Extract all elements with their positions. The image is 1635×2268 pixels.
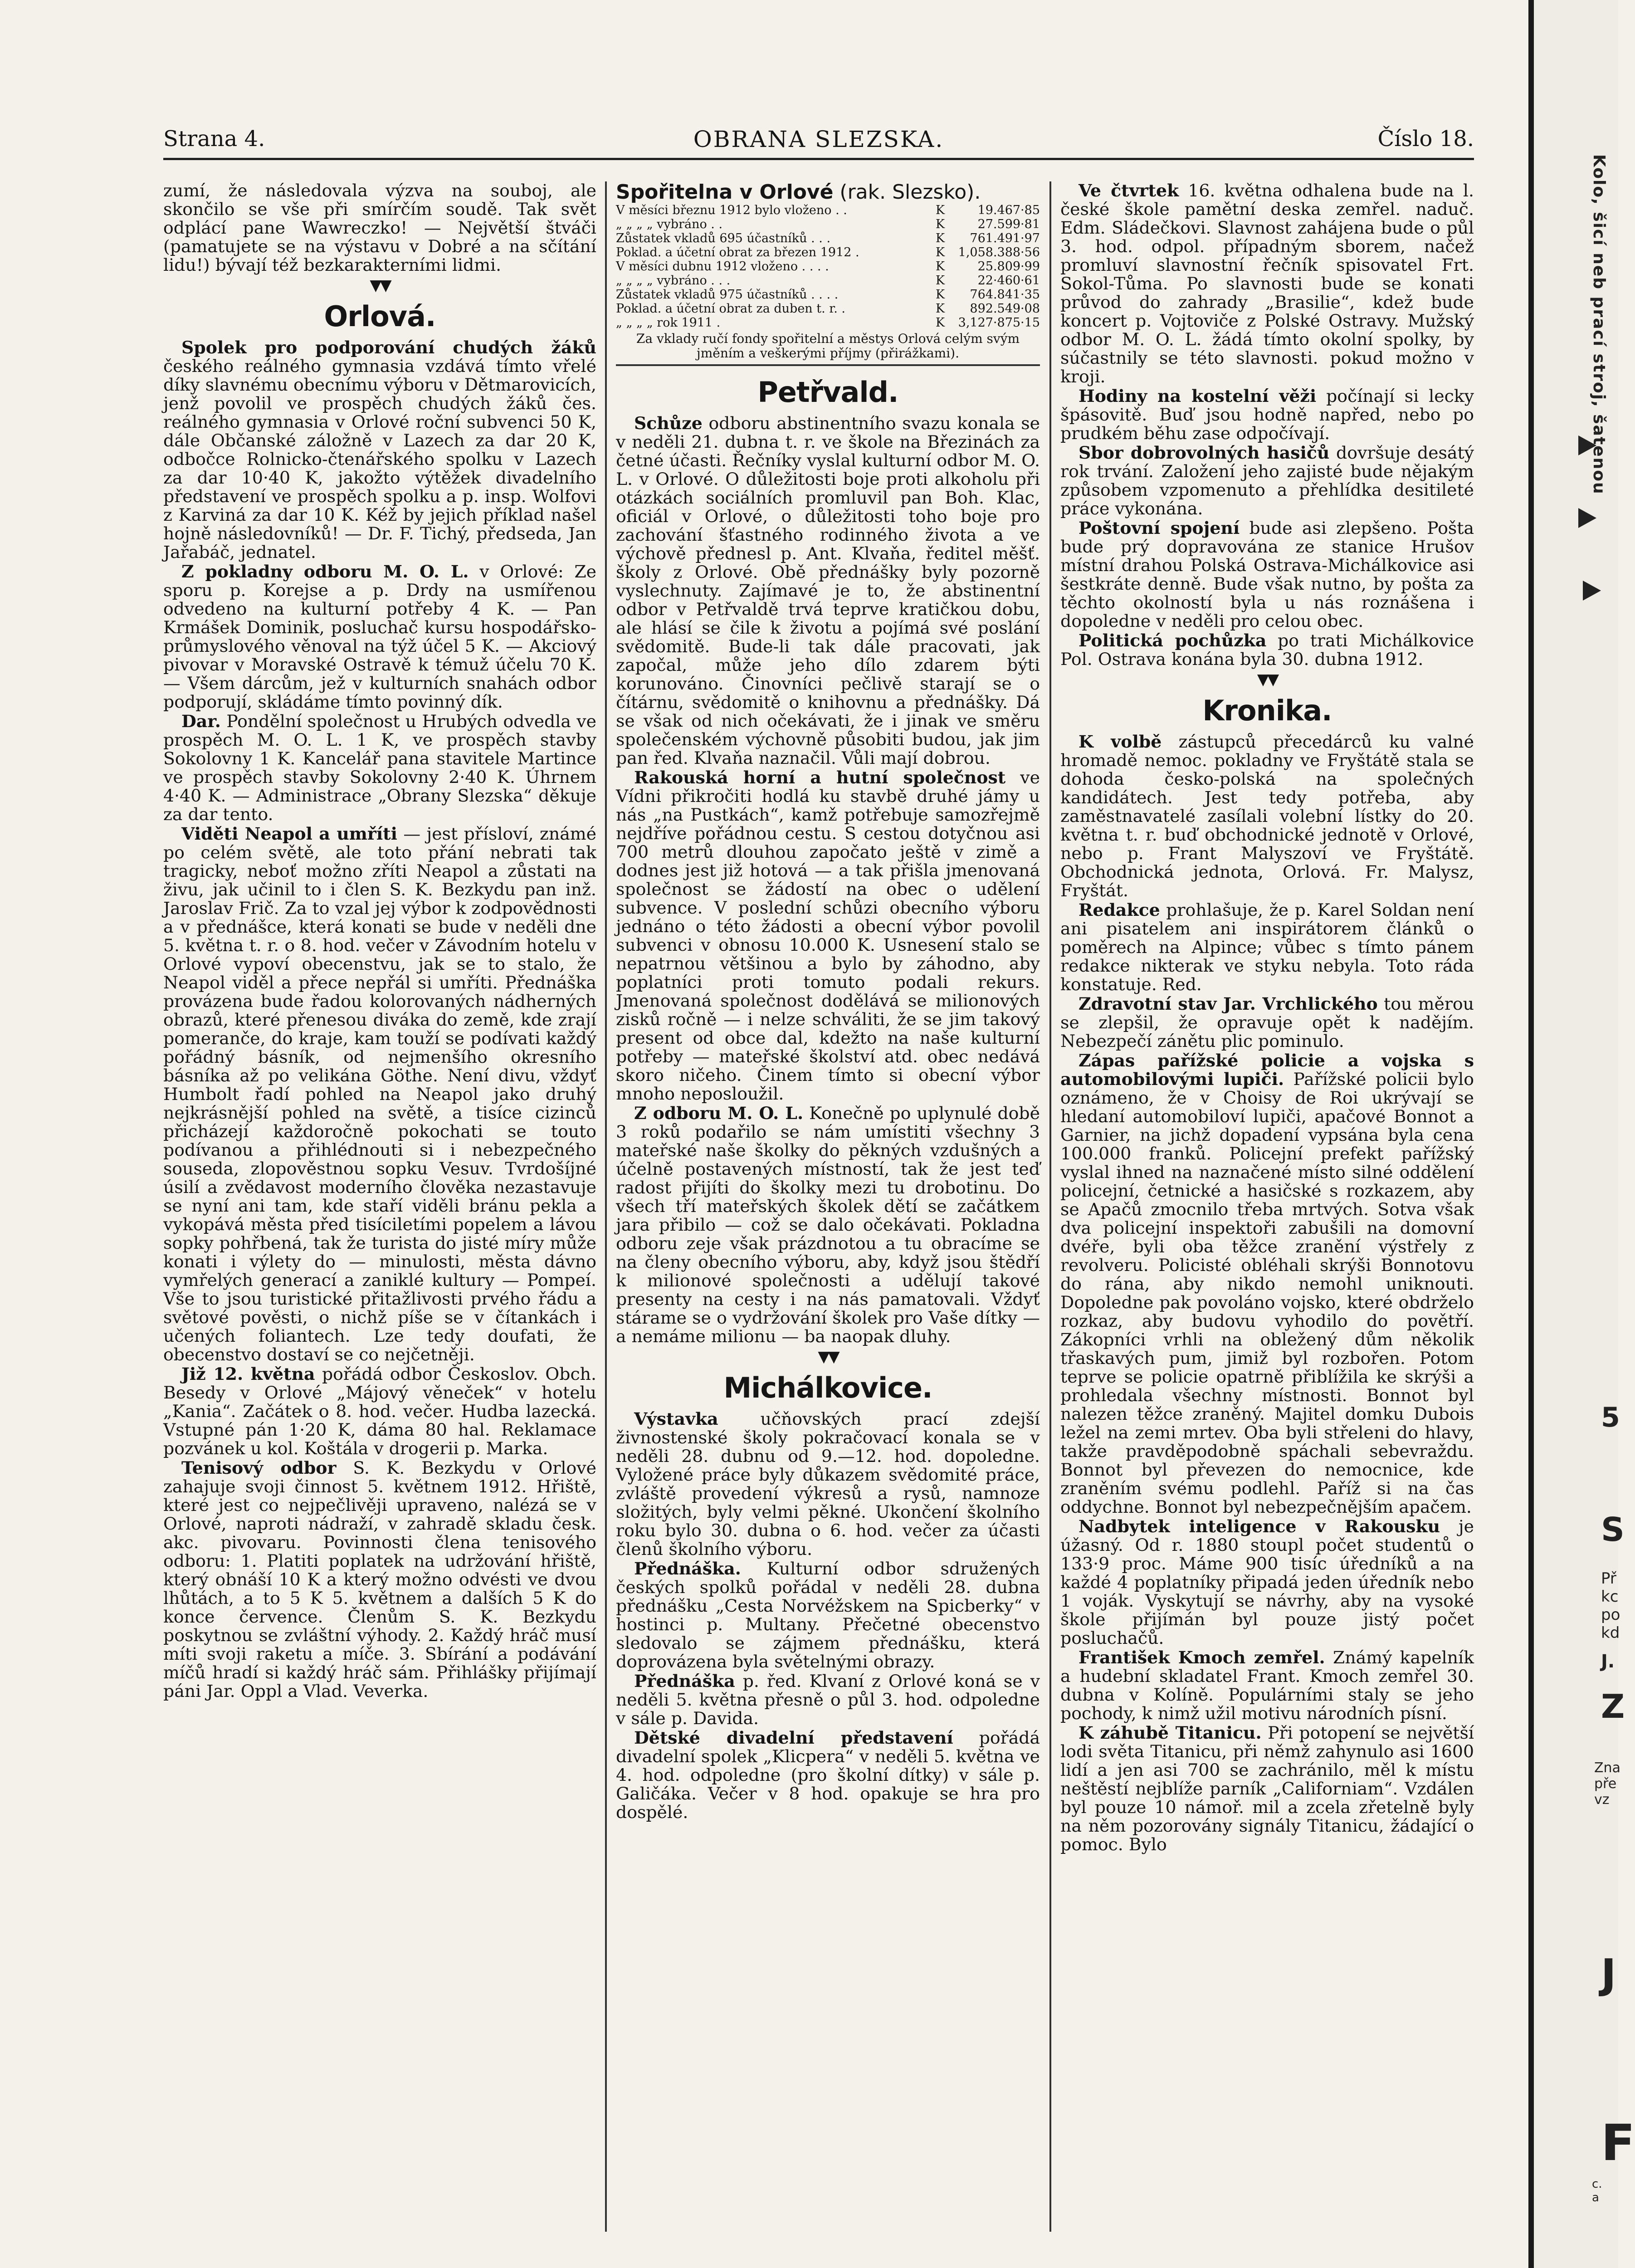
article [1060,901,1474,994]
section-heading-petrvald: Petřvald. [757,376,898,409]
edge-fragment: kd [1601,1624,1620,1642]
ledger-currency: K [935,274,945,288]
edge-fragment: 5 [1601,1402,1620,1433]
section-ornament: ▼▼ [818,1348,838,1366]
article-lead: Ve čtvrtek [1079,181,1179,200]
ledger-row [616,217,1040,231]
article-text: po trati Michálkovice Pol. Ostrava konána byla 30. dubna 1912. [1060,631,1474,669]
article-text: tou měrou se zlepšil, že opravuje opět k nadějím. Nebezpečí zánětu plic pominulo. [1060,994,1474,1051]
article [616,1559,1040,1671]
ledger-currency: K [935,217,945,231]
ledger-label: „ „ „ „ rok 1911 . [616,316,721,330]
ledger-currency: K [935,245,945,259]
edge-fragment: J. [1601,1651,1615,1672]
article-text: Známý kapelník a hudební skladatel Frant. Kmoch zemřel 30. dubna v Kolíně. Populárními staly se jeho pochody, k nimž užil motivu národních písní. [1060,1647,1474,1723]
article-text: — jest přísloví, známé po celém světě, ale toto přání nebrati tak tragicky, neboť možno zříti Neapol a zůstati na živu, jak učinil to i člen S. K. Bezkydu pan inž. Jaroslav Frič. Za to vzal jej výbor k zodpovědnosti a v přednášce, která konati se bude v neděli dne 5. května t. r. o 8. hod. večer v Závodním hotelu v Orlové vypoví obecenstvu, jak se to stalo, že Neapol viděl a přece nepřál si umříti. Přednáška provázena bude řadou kolorovaných nádherných obrazů, které přenesou diváka do země, kde zrají pomeranče, do kraje, kam touží se podívati každý pořádný básník, od nejmenšího okresního básníka až po velikána Göthe. Není divu, vždyť Humbolt řadí pohled na Neapol jako druhý nejkrásnější pohled na světě, a tisíce cizinců přicházejí každoročně pokochati se touto podívanou a přihlédnouti si i nebezpečného souseda, zlopověstnou sopku Vesuv. Tvrdošíjné úsilí a zvědavost moderního člověka nezastavuje se nyní ani tam, kde staří viděli bránu pekla a vykopává města před tisíciletími popelem a lávou sopky pohřbená, tak že turista do jisté míry může konati i výlety do — minulosti, města dávno vymřelých generací a zaniklé kultury — Pompeí. Vše to jsou turistické přitažlivosti prvého řádu a světové pověsti, o nichž píše se v čítankách i učených foliantech. Lze tedy doufati, že obecenstvo dostaví se co nejčetněji. [163,824,596,1364]
article-text: Konečně po uplynulé době 3 roků podařilo se nám umístiti všechny 3 mateřské naše školky do pěkných vzdušných a účelně postavených místností, tak že jest teď radost přijíti do školky mezi tu drobotinu. Do všech tří mateřských školek dětí se začátkem jara přibilo — což se dalo očekávati. Pokladna odboru zeje však prázdnotou a tu obracíme se na členy obecního výboru, aby, když jsou štědří k milionové společnosti a udělují takové presenty na cesty i na nás pamatovali. Vždyť stárame se o vydržování školek pro Vaše dítky — a nemáme milionu — ba naopak dluhy. [616,1103,1040,1346]
article-lead: Již 12. května [181,1364,315,1384]
article [1060,1724,1474,1854]
article-text: Pondělní společnost u Hrubých odvedla ve prospěch M. O. L. 1 K, ve prospěch stavby Sokolovny 1 K. Kancelář pana stavitele Martince ve prospěch stavby Sokolovny 2·40 K. Úhrnem 4·40 K. — Administrace „Obrany Slezska“ děkuje za dar tento. [163,711,596,824]
column-rule [605,181,607,2232]
article-lead: K volbě [1079,732,1162,752]
article [1060,1648,1474,1723]
article-text: prohlašuje, že p. Karel Soldan není ani pisatelem ani inspirátorem článků o poměrech na Alpince; vůbec s tímto pánem redakce nikterak ve styku nebyla. Toto ráda konstatuje. Red. [1060,900,1474,994]
issue-number: Číslo 18. [1377,126,1474,152]
article-text: Při potopení se největší lodi světa Titanicu, při němž zahynulo asi 1600 lidí a jen asi 700 se zachránilo, měl k místu neštěstí nejblíže parník „Californiam“. Vzdálen byl pouze 10 námoř. mil a zcela zřetelně byly na něm pozorovány signály Titanicu, žádající o pomoc. Bylo [1060,1723,1474,1854]
ledger-label: V měsíci dubnu 1912 vloženo . . . . [616,259,829,274]
article-lead: Schůze [634,413,703,433]
ledger-currency: K [935,259,945,274]
edge-fragment: kc [1601,1588,1619,1606]
ledger-currency: K [935,203,945,217]
article-text: učňovských prací zdejší živnostenské školy pokračovací konala se v neděli 28. dubnu od 9.—12. hod. dopoledne. Vyložené práce byly důkazem svědomité práce, zvláště provedení výkresů a rysů, namnoze složitých, byly velmi pěkné. Ukončení školního roku bylo 30. dubna o 6. hod. večer za účasti členů školního výboru. [616,1409,1040,1559]
edge-arrow-marker [1583,581,1601,601]
article-lead: Rakouská horní a hutní společnost [634,767,1006,787]
savings-bank-title [616,181,1040,203]
article [1060,181,1474,386]
ledger-amount: 19.467·85 [977,203,1040,217]
savings-ledger [616,203,1040,330]
savings-bank-note: Za vklady ručí fondy spořitelní a městys Orlová celým svým jměním a veškerými příjmy (přirážkami). [636,331,1020,361]
article [1060,1051,1474,1516]
running-header [163,126,1474,160]
ledger-amount: 3,127·875·15 [958,316,1040,330]
article [1060,733,1474,900]
article-text: zástupců přecedárců ku valné hromadě nemoc. pokladny ve Fryštátě stala se dohoda česko-polská na společných kandidátech. Jest tedy potřeba, aby zaměstnavatelé zasílali volební lístky do 20. května t. r. buď obchodnické jednotě v Orlové, nebo p. Frant Malyszoví ve Fryštátě. Obchodnická jednota, Orlová. Fr. Malysz, Fryštát. [1060,732,1474,900]
edge-fragment: Př [1601,1569,1616,1588]
article [616,414,1040,767]
section-ornament: ▼▼ [1257,670,1278,689]
ledger-row [616,245,1040,259]
article [1060,519,1474,631]
article-lead: Z pokladny odboru M. O. L. [181,562,469,582]
ledger-label: Poklad. a účetní obrat za březen 1912 . [616,245,859,259]
article [163,562,596,711]
column-left [163,181,596,2241]
article-text: Pařížské policii bylo oznámeno, že v Choisy de Roi ukrývají se hledaní automobiloví lupiči, apačové Bonnot a Garnier, na jichž dopadení vypsána byla cena 100.000 franků. Policejní prefekt pařížský vyslal ihned na naznačené místo silné oddělení policejní, četnické a hasičské s rozkazem, aby se Apačů zmocnilo třeba mrtvých. Sotva však dva policejní inspektoři zabušili na domovní dvéře, byli oba těžce zranění výstřely z revolveru. Policisté obléhali skrýši Bonnotovu do rána, aby nikdo nemohl uniknouti. Dopoledne pak povoláno vojsko, které obdrželo rozkaz, aby budovu vyhodilo do povětří. Zákopníci vrhli na obležený dům několik třaskavých pum, jimiž byl rozbořen. Potom teprve se policie opatrně přiblížila ke skrýši a prohledala všechny místnosti. Bonnot byl nalezen těžce zraněný. Majitel domku Dubois ležel na zemi mrtev. Oba byli střeleni do hlavy, takže pravděpodobně spáchali sebevraždu. Bonnot byl převezen do nemocnice, kde zraněním svému podlehl. Paříž si na čas oddychne. Bonnot byl nebezpečnějším apačem. [1060,1069,1474,1517]
article-text: pořádá odbor Českoslov. Obch. Besedy v Orlové „Májový věneček“ v hotelu „Kania“. Začátek o 8. hod. večer. Hudba lazecká. Vstupné pán 1·20 K, dáma 80 hal. Reklamace pozvánek u kol. Koštála v drogerii p. Marka. [163,1364,596,1458]
article [616,768,1040,1103]
article-text: pořádá divadelní spolek „Klicpera“ v neděli 5. května ve 4. hod. odpoledne (pro školní dítky) v sále p. Galičáka. Večer v 8 hod. opakuje se hra pro dospělé. [616,1728,1040,1822]
article-text: zumí, že následovala výzva na souboj, ale skončilo se vše při smírčím soudě. Tak svět odplácí pane Wawreczko! — Největší štváči (pamatujete se na výstavu v Dobré a na sčítání lidu!) bývají též bezkarakterními lidmi. [163,181,596,275]
ledger-amount: 761.491·97 [970,231,1040,245]
ledger-label: Zůstatek vkladů 695 účastníků . . . [616,231,831,245]
article [1060,387,1474,443]
article [163,1459,596,1701]
section-heading-orlova: Orlová. [324,300,436,333]
article-lead: Zápas pařížské policie a vojska s automobilovými lupiči. [1060,1051,1474,1089]
article [616,1104,1040,1346]
edge-arrow-marker [1578,508,1596,528]
edge-fragment: S [1601,1510,1625,1549]
ledger-amount: 22·460·61 [977,274,1040,288]
section-heading-kronika: Kronika. [1202,694,1332,727]
ledger-label: V měsíci březnu 1912 bylo vloženo . . [616,203,847,217]
newspaper-title: OBRANA SLEZSKA. [693,126,944,152]
article-text: odboru abstinentního svazu konala se v neděli 21. dubna t. r. ve škole na Březinách za četné účasti. Řečníky vyslal kulturní odbor M. O. L. v Orlové. O důležitosti boje proti alkoholu při otázkách sociálních promluvil pan Boh. Klac, oficiál v Orlové, o důležitosti toho boje pro zachování šťastného rodinného života a ve výchově přednesl p. Ant. Klvaňa, ředitel měšť. školy z Orlové. Obě přednášky byly pozorně vyslechnuty. Zajímavé je to, že abstinentní odbor v Petřvaldě trvá teprve kratičkou dobu, ale hlásí se čile k životu a pojímá své poslání svědomitě. Bude-li tak dále pracovati, jak započal, může jeho dílo zdarem býti korunováno. Činovníci pečlivě starají se o čítárnu, svědomitě o knihovnu a přednášky. Dá se však od nich očekávati, že i jinak ve směru společenském výchovně působiti budou, jak jim pan řed. Klvaňa naznačil. Vůli mají dobrou. [616,413,1040,768]
ledger-currency: K [935,288,945,302]
article-text: Kulturní odbor sdružených českých spolků pořádal v neděli 28. dubna přednášku „Cesta Norvéžskem na Spicberky“ v hostinci p. Multany. Přečetné obecenstvo sledovalo se zájmem přednášku, která doprovázena byla světelnými obrazy. [616,1559,1040,1672]
ledger-currency: K [935,302,945,316]
ledger-row [616,274,1040,288]
article-lead: Dětské divadelní představení [634,1728,953,1748]
article [1060,995,1474,1051]
article-text: českého reálného gymnasia vzdává tímto vřelé díky slavnému obecnímu výboru v Dětmarovicích, jenž povolil ve prospěch chudých žáků čes. reálného gymnasia v Orlové roční subvenci 50 K, dále Občanské záložně v Lazech za dar 20 K, odbočce Rolnicko-čtenářského spolku v Lazech za dar 10·40 K, jakožto výtěžek divadelního představení ve prospěch spolku a p. insp. Wolfovi z Karviná za dar 10 K. Kéž by jejich příklad našel hojně následovníků! — Dr. F. Tichý, předseda, Jan Jařabáč, jednatel. [163,356,596,562]
article-lead: Spolek pro podporování chudých žáků [181,337,596,357]
article-lead: Zdravotní stav Jar. Vrchlického [1079,994,1378,1014]
ledger-row [616,259,1040,274]
savings-bank-location: (rak. Slezsko). [833,181,981,204]
ledger-currency: K [935,231,945,245]
article-lead: Hodiny na kostelní věži [1079,386,1317,406]
article-text: ve Vídni přikročiti hodlá ku stavbě druhé jámy u nás „na Pustkách“, kamž potřebuje samozřejmě nejdříve pořádnou cestu. S cestou dotyčnou asi 700 metrů dlouhou započato ještě v zimě a dodnes jest již hotová — a tak přišla jmenovaná společnost se žádostí na obec o udělení subvence. V poslední schůzi obecního výboru jednáno o této žádosti a obecní výbor povolil subvenci v obnosu 10.000 K. Usnesení stalo se nepatrnou většinou a bylo by záhodno, aby poplatníci proti tomuto podali rekurs. Jmenovaná společnost dodělává se milionových zisků ročně — i nelze schváliti, že se jim takový present od obce dal, kdežto na naše kulturní potřeby — mateřské školství atd. obec nedává skoro ničeho. Činem tímto si obecní výbor mnoho neposloužil. [616,767,1040,1104]
article [616,1729,1040,1822]
ledger-currency: K [935,316,945,330]
article [1060,1517,1474,1647]
article [616,1672,1040,1728]
article [1060,631,1474,669]
ledger-amount: 892.549·08 [970,302,1040,316]
article-text: p. řed. Klvaní z Orlové koná se v neděli 5. května přesně o půl 3. hod. odpoledne v sále p. Davida. [616,1671,1040,1728]
edge-arrow-marker [1578,435,1596,455]
edge-fragment: F [1601,2114,1635,2172]
savings-bank-report [616,181,1040,366]
edge-fragment: Z [1601,1687,1625,1725]
column-right [1060,181,1474,2241]
article-text: dovršuje desátý rok trvání. Založení jeho zajisté bude nějakým způsobem vzpomenuto a přehlídka desitileté práce vykonána. [1060,443,1474,518]
article-lead: Viděti Neapol a umříti [181,824,397,844]
article [616,1410,1040,1559]
article [163,338,596,562]
article [163,712,596,824]
column-rule [1049,181,1051,2232]
edge-fragment: vz [1594,1792,1610,1808]
ledger-row [616,316,1040,330]
savings-bank-name: Spořitelna v Orlové [616,181,834,204]
ledger-amount: 764.841·35 [970,288,1040,302]
article-lead: Z odboru M. O. L. [634,1103,804,1123]
article-lead: Nadbytek inteligence v Rakousku [1079,1516,1440,1536]
article-text: bude asi zlepšeno. Pošta bude prý dopravována ze stanice Hrušov místní drahou Polská Ostrava-Michálkovice asi šestkráte denně. Bude však nutno, by pošta za těchto okolností byla u nás roznášena i dopoledne v neděli pro celou obec. [1060,518,1474,631]
article [163,825,596,1364]
ledger-label: „ „ „ „ vybráno . . [616,217,723,231]
article-lead: František Kmoch zemřel. [1079,1647,1325,1667]
ledger-label: „ „ „ „ vybráno . . . [616,274,731,288]
article-text: S. K. Bezkydu v Orlové zahajuje svoji činnost 5. květnem 1912. Hřiště, které jest co nejpečlivěji upraveno, nalézá se v Orlové, naproti nádraží, v zahradě skladu česk. akc. pivovaru. Povinnosti člena tenisového odboru: 1. Platiti poplatek na udržování hřiště, který obnáší 10 K a který možno odvésti ve dvou lhůtách, a to 5 K 5. květnem a dalších 5 K do konce července. Členům S. K. Bezkydu poskytnou se zvláštní výhody. 2. Každý hráč musí míti svoji raketu a míče. 3. Sbírání a podávání míčů hradí si každý hráč sám. Přihlášky přijímají páni Jar. Oppl a Vlad. Veverka. [163,1458,596,1701]
article-lead: Dar. [181,711,221,731]
article-lead: Poštovní spojení [1079,518,1240,538]
ledger-label: Poklad. a účetní obrat za duben t. r. . [616,302,845,316]
adjacent-page-vertical-text: Kolo, šicí neb prací stroj, šatenou [1590,154,1608,495]
article-text: počínají si lecky špásovitě. Buď jsou hodně napřed, nebo po prudkém běhu zase odpočívají. [1060,386,1474,443]
article-text: v Orlové: Ze sporu p. Korejse a p. Drdy na usmířenou odvedeno na kulturní potřeby 4 K. — Pan Krmášek Dominik, posluchač kursu hospodářsko-průmyslového věnoval na týž účel 5 K. — Akciový pivovar v Moravské Ostravě k témuž účelu 70 K. — Všem dárcům, jež v kulturních snahách odbor podporují, skládáme tímto povinný dík. [163,562,597,712]
ledger-row [616,203,1040,217]
article-lead: Výstavka [634,1409,718,1429]
edge-fragment: c. a [1592,2177,1602,2204]
article-lead: K záhubě Titanicu. [1079,1723,1262,1743]
article-lead: Přednáška. [634,1559,741,1579]
edge-fragment: J [1601,1950,1616,1998]
box-divider [616,364,1040,366]
article-text: je úžasný. Od r. 1880 stoupl počet studentů o 133·9 proc. Máme 900 tisíc úředníků a na každé 4 poplatníky připadá jeden úředník nebo 1 voják. Vyskytují se návrhy, aby na vysoké škole přijímán byl pouze jistý počet posluchačů. [1060,1516,1474,1648]
article-lead: Redakce [1079,900,1160,920]
ledger-amount: 1,058.388·56 [958,245,1040,259]
article-lead: Politická pochůzka [1079,631,1267,650]
ledger-amount: 27.599·81 [977,217,1040,231]
ledger-row [616,288,1040,302]
edge-fragment: pře [1594,1776,1617,1792]
article [163,1365,596,1458]
edge-fragment: po [1601,1606,1620,1624]
ledger-row [616,302,1040,316]
article-text: 16. května odhalena bude na l. české škole pamětní deska zemřel. naduč. Edm. Sládečkovi. Slavnost zahájena bude o půl 3. hod. odpol. případným sborem, načež promluví slavnostní řečník spisovatel Frt. Sokol-Tůma. Po slavnosti bude se konati průvod do zahrady „Brasilie“, kdež bude koncert p. Vojtoviče z Polské Ostravy. Mužský odbor M. O. L. žádá tímto okolní spolky, by súčastnily se této slavnosti. pokud možno v kroji. [1060,181,1474,386]
edge-fragment: Zna [1594,1760,1620,1776]
column-middle [616,181,1040,2241]
ledger-row [616,231,1040,245]
section-heading-michalkovice: Michálkovice. [723,1371,932,1404]
ledger-label: Zůstatek vkladů 975 účastníků . . . . [616,288,839,302]
article-lead: Tenisový odbor [181,1458,337,1478]
section-ornament: ▼▼ [370,276,390,294]
ledger-amount: 25.809·99 [977,259,1040,274]
article [1060,444,1474,518]
article-lead: Sbor dobrovolných hasičů [1079,443,1330,463]
page-number: Strana 4. [163,126,265,152]
article-lead: Přednáška [634,1671,735,1691]
